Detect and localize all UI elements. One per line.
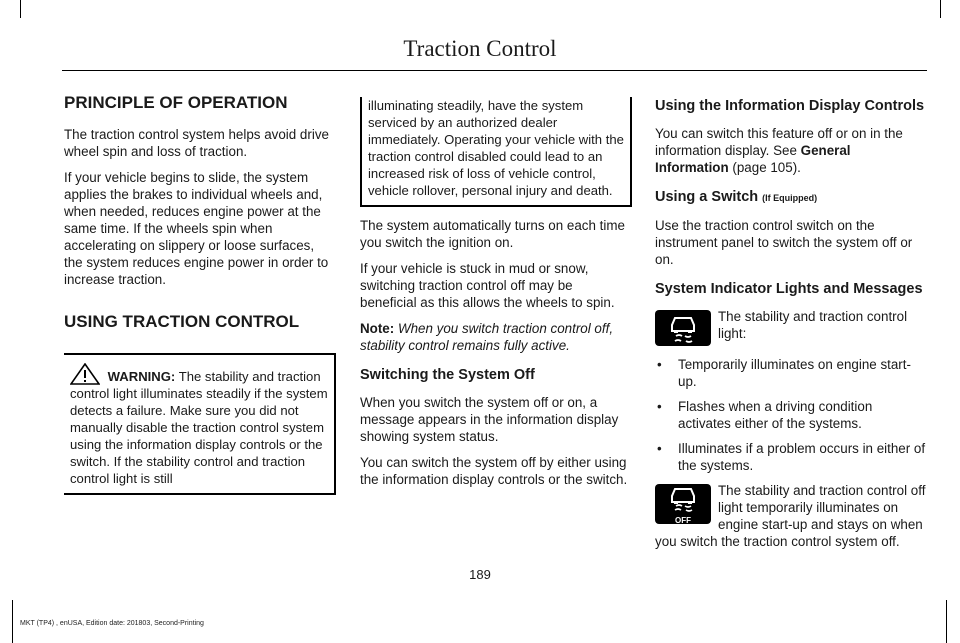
crop-mark-top-left [20,0,21,18]
warning-box-continued: illuminating steadily, have the system serviced by an authorized dealer immediately. Operating your vehicle with the traction control disabled could lead to an increased risk of loss of vehicle control, vehicle rollover, personal injury and death. [360,97,632,207]
stability-traction-control-icon [655,310,711,346]
column-2 [360,97,632,497]
list-item: • Illuminates if a problem occurs in either of the systems. [657,441,926,473]
list-item: • Flashes when a driving condition activates either of the systems. [657,399,873,431]
heading-info-display: Using the Information Display Controls [655,98,925,114]
title-divider [62,70,927,71]
link-general-information[interactable]: General Information [655,143,851,175]
crop-mark-bottom-right [946,600,947,643]
indicator-text: The stability and traction control off light temporarily illuminates on engine start-up and stays on when you switch the traction control system off. [655,483,926,549]
paragraph: You can switch the system off by either using the information display controls or the switch. [360,455,628,487]
warning-triangle-icon [70,363,104,385]
off-label: OFF [675,516,691,525]
paragraph: If your vehicle begins to slide, the system applies the brakes to individual wheels and, when needed, reduces engine power at the same time. If the wheels spin when accelerating on slippery or loose surfaces, the system reduces engine power in order to increase traction. [64,170,329,287]
paragraph: If your vehicle is stuck in mud or snow, switching traction control off may be beneficial as this allows the wheels to spin. [360,261,615,310]
note: Note: When you switch traction control off, stability control remains fully active. [360,321,614,353]
heading-principle: PRINCIPLE OF OPERATION [64,93,288,112]
paragraph: When you switch the system off or on, a message appears in the information display showing system status. [360,395,619,444]
indicator-stability [655,308,927,346]
list-item: • Temporarily illuminates on engine start-up. [657,357,911,389]
column-3 [655,97,927,550]
crop-mark-bottom-left [12,600,13,643]
heading-using: USING TRACTION CONTROL [64,312,300,331]
warning-box [64,353,336,495]
page-title: Traction Control [403,36,557,61]
crop-mark-top-right [940,0,941,18]
warning-label: WARNING: [107,369,176,384]
footer-edition: MKT (TP4) , enUSA, Edition date: 201803, Second-Printing [20,620,204,627]
indicator-bullets [655,356,927,474]
warning-text: The stability and traction control light illuminates steadily if the system detects a failure. Make sure you did not manually disable the traction control system using the information display controls or the switch. If the stability control and traction control light is still [70,369,328,486]
paragraph: The traction control system helps avoid drive wheel spin and loss of traction. [64,127,329,159]
indicator-text: The stability and traction control light: [718,309,908,341]
indicator-off [655,482,927,550]
column-1 [64,93,336,495]
page-number: 189 [469,567,491,582]
heading-using-switch: Using a Switch (If Equipped) [655,189,818,205]
traction-control-off-icon [655,484,711,524]
paragraph: Use the traction control switch on the instrument panel to switch the system off or on. [655,218,913,267]
paragraph: You can switch this feature off or on in the information display. See General Information (page 105). [655,126,903,175]
paragraph: The system automatically turns on each time you switch the ignition on. [360,218,625,250]
heading-indicator-lights: System Indicator Lights and Messages [655,281,923,297]
heading-switching-off: Switching the System Off [360,367,535,383]
